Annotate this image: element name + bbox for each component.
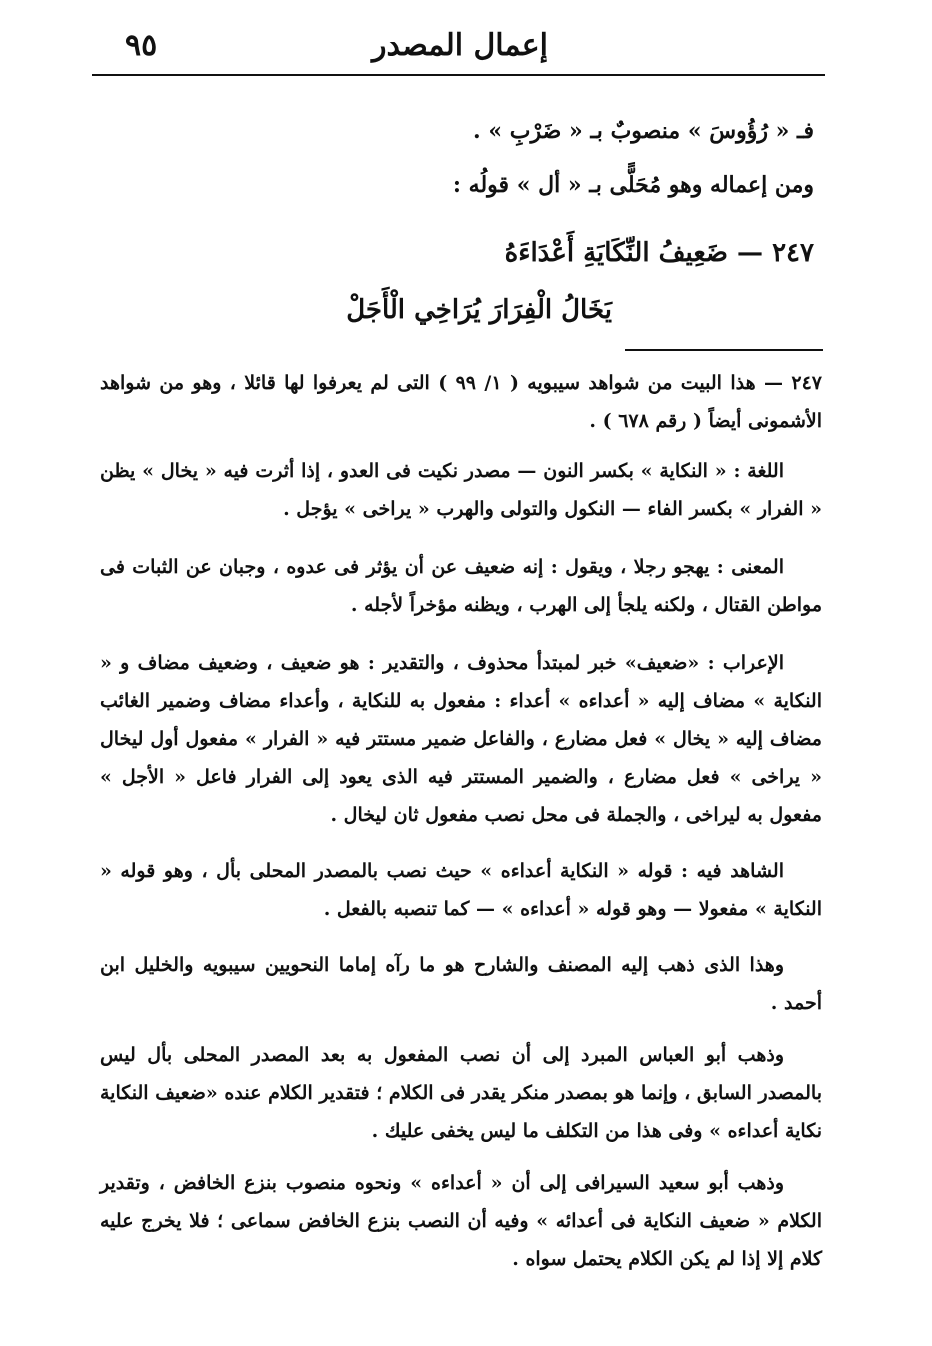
footnote-separator bbox=[625, 349, 823, 351]
footnote-lexicon bbox=[100, 452, 822, 528]
verse-first-hemistich: ٢٤٧ — ضَعِيفُ النِّكَايَةِ أَعْدَاءَهُ bbox=[504, 238, 814, 268]
footnote-evidence-text: الشاهد فيه : قوله « النكاية أعداءه » حيث نصب بالمصدر المحلى بأل ، وهو قوله « النكاية » مفعولا — وهو قوله « أعداءه » — كما تنصبه بالفعل . bbox=[100, 860, 822, 920]
footnote-paragraph-2-text: وذهب أبو العباس المبرد إلى أن نصب المفعول به بعد المصدر المحلى بأل ليس بالمصدر السابق ، وإنما هو بمصدر منكر يقدر فى الكلام ؛ فتقدير الكلام عنده «ضعيف النكاية نكاية أعداءه » وفى هذا من التكلف ما ليس يخفى عليك . bbox=[100, 1044, 822, 1142]
verse-second-hemistich: يَخَالُ الْفِرَارَ يُرَاخِي الْأَجَلْ bbox=[346, 295, 612, 325]
footnote-parsing-text: الإعراب : «ضعيف» خبر لمبتدأ محذوف ، والتقدير : هو ضعيف ، وضعيف مضاف و « النكاية » مضاف إليه « أعداءه » أعداء : مفعول به للنكاية ، وأعداء مضاف وضمير الغائب مضاف إليه « يخال » فعل مضارع ، والفاعل ضمير مستتر فيه « الفرار » مفعول أول ليخال « يراخى » فعل مضارع ، والضمير المستتر فيه الذى يعود إلى الفرار فاعل « الأجل » مفعول به ليراخى ، والجملة فى محل نصب مفعول ثان ليخال . bbox=[100, 652, 822, 826]
main-text-line-1: فـ « رُؤُوسَ » منصوبٌ بـ « ضَرْبِ » . bbox=[473, 118, 814, 144]
footnote-paragraph-2 bbox=[100, 1036, 822, 1150]
chapter-title: إعمال المصدر bbox=[371, 28, 549, 63]
footnote-paragraph-3 bbox=[100, 1164, 822, 1278]
footnote-paragraph-1 bbox=[100, 946, 822, 1022]
running-head bbox=[95, 28, 825, 68]
main-text-line-2: ومن إعماله وهو مُحَلًّى بـ « أل » قولُه : bbox=[452, 172, 814, 198]
footnote-meaning bbox=[100, 548, 822, 624]
footnote-lexicon-text: اللغة : « النكاية » بكسر النون — مصدر نكيت فى العدو ، إذا أثرت فيه « يخال » يظن « الفرار » بكسر الفاء — النكول والتولى والهرب « يراخى » يؤجل . bbox=[100, 460, 822, 520]
footnote-source-text: ٢٤٧ — هذا البيت من شواهد سيبويه ( ١/ ٩٩ ) التى لم يعرفوا لها قائلا ، وهو من شواهد الأشمونى أيضاً ( رقم ٦٧٨ ) . bbox=[100, 372, 822, 432]
footnote-meaning-text: المعنى : يهجو رجلا ، ويقول : إنه ضعيف عن أن يؤثر فى عدوه ، وجبان عن الثبات فى مواطن القتال ، ولكنه يلجأ إلى الهرب ، ويظنه مؤخراً لأجله . bbox=[100, 556, 822, 616]
footnote-paragraph-1-text: وهذا الذى ذهب إليه المصنف والشارح هو ما رآه إماما النحويين سيبويه والخليل ابن أحمد . bbox=[100, 954, 822, 1014]
header-rule bbox=[92, 74, 825, 76]
page-number: ٩٥ bbox=[125, 28, 158, 63]
footnote-parsing bbox=[100, 644, 822, 834]
footnote-source bbox=[100, 364, 822, 440]
footnote-evidence bbox=[100, 852, 822, 928]
footnote-paragraph-3-text: وذهب أبو سعيد السيرافى إلى أن « أعداءه » ونحوه منصوب بنزع الخافض ، وتقدير الكلام « ضعيف النكاية فى أعدائه » وفيه أن النصب بنزع الخافض سماعى ؛ فلا يخرج عليه كلام إلا إذا لم يكن الكلام يحتمل سواه . bbox=[100, 1172, 822, 1270]
